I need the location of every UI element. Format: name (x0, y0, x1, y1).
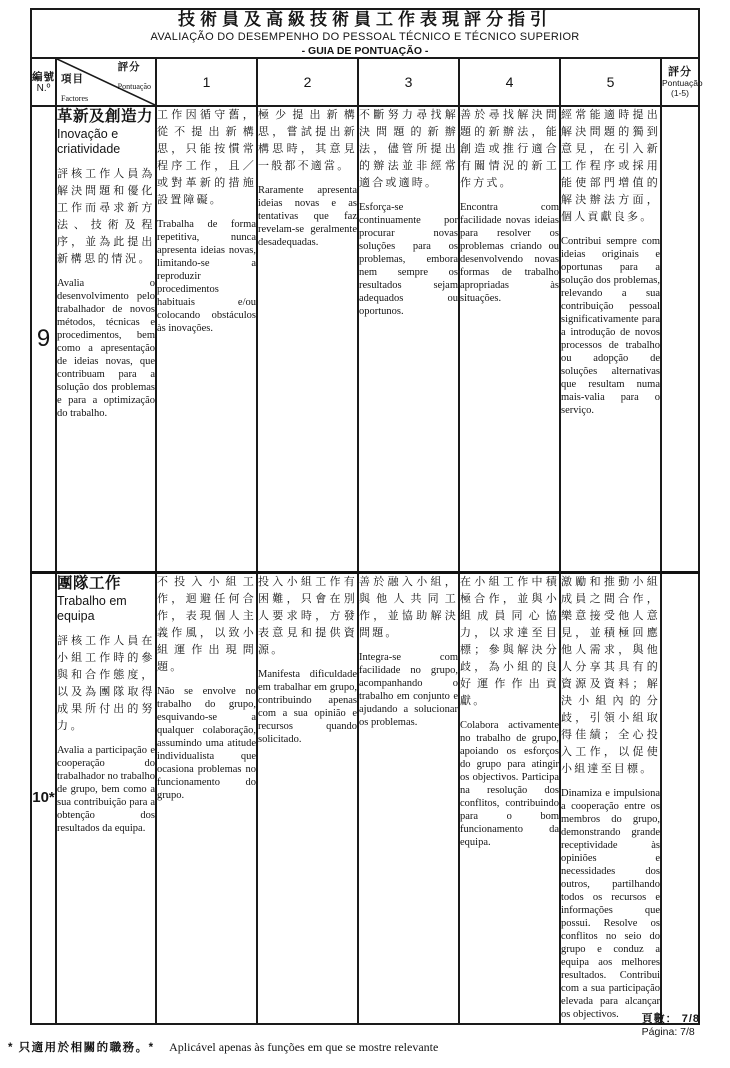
level-text-pt: Contribui sempre com ideias originais e oportunas para a solução dos problemas, relevando a sua contribuição pessoal significativamente para a introdução de novos processos de trabalho ou adopção de soluções alternativas que resultam numa mais-valia para o serviço. (561, 236, 660, 416)
factor-title-zh: 革新及創造力 (57, 108, 154, 125)
factor-desc-zh: 評核工作人員在小組工作時的參與和合作態度，以及為團隊取得成果所付出的努力。 (57, 634, 155, 732)
header-result-zh: 評分 (668, 66, 693, 78)
level-text-zh: 善於尋找解決問題的新辦法，能創造或推行適合有關情況的新工作方式。 (460, 109, 559, 189)
level-text-pt: Raramente apresenta ideias novas e as tentativas que faz revelam-se geralmente desadequadas. (258, 185, 357, 248)
level-cell-9-3 (358, 106, 459, 572)
factor-title-pt: Trabalho em equipa (57, 593, 127, 623)
header-number-col (31, 58, 56, 106)
document-subtitle: - GUIA DE PONTUAÇÃO - (301, 45, 429, 57)
level-text-pt: Integra-se com facilidade no grupo, acompanhando o trabalho em conjunto e ajudando a solucionar os problemas. (359, 651, 458, 728)
page-number-block (642, 1012, 700, 1039)
column-header-row (31, 58, 699, 106)
level-cell-10-1 (156, 572, 257, 1024)
rating-guide-table (30, 8, 703, 1025)
level-text-zh: 不斷努力尋找解決問題的新辦法，儘管所提出的辦法並非經常適合或適時。 (359, 109, 458, 189)
header-score-5: 5 (560, 58, 661, 106)
table-row-factor-10 (31, 572, 699, 1024)
table-row-factor-9 (31, 106, 699, 572)
level-text-zh: 投入小組工作有困難，只會在別人要求時，方發表意見和提供資源。 (258, 575, 357, 656)
factor-desc-zh: 評核工作人員為解決問題和優化工作而尋求新方法、技術及程序，並為此提出新構思的情況。 (57, 168, 155, 265)
header-number-zh: 編號 (32, 70, 55, 83)
level-text-zh: 工作因循守舊，從不提出新構思，只能按慣常程序工作，且／或對革新的措施設置障礙。 (157, 109, 256, 206)
level-cell-10-5 (560, 572, 661, 1024)
level-cell-10-2 (257, 572, 358, 1024)
document-title-zh: 技術員及高級技術員工作表現評分指引 (178, 10, 553, 29)
level-text-zh: 經常能適時提出解決問題的獨到意見，在引入新工作程序或採用能使部門增值的解決辦法方面，個人貢獻良多。 (561, 109, 660, 223)
factor-cell-teamwork (56, 572, 156, 1024)
level-text-pt: Trabalha de forma repetitiva, nunca apresenta ideias novas, limitando-se a reproduzir procedimentos habituais e/ou colocando obstáculos às inovações. (157, 219, 256, 334)
level-cell-9-4 (459, 106, 560, 572)
document-title-pt: AVALIAÇÃO DO DESEMPENHO DO PESSOAL TÉCNICO E TÉCNICO SUPERIOR (150, 31, 580, 43)
header-corner-cell (56, 58, 156, 106)
header-result-pt: Pontuação (662, 78, 703, 88)
header-number-pt: N.º (36, 82, 51, 94)
document-page (30, 8, 703, 1025)
level-cell-9-2 (257, 106, 358, 572)
level-cell-9-5 (560, 106, 661, 572)
row-number-10: 10* (32, 789, 55, 807)
factor-title-zh: 團隊工作 (57, 574, 122, 592)
corner-score-pt: Pontuação (117, 82, 151, 91)
score-entry-cell-9[interactable] (661, 106, 699, 572)
footnote-pt: Aplicável apenas às funções em que se mostre relevante (169, 1040, 439, 1054)
header-score-4: 4 (459, 58, 560, 106)
factor-desc-pt: Avalia o desenvolvimento pelo trabalhador de novos métodos, técnicas e procedimentos, bem como a apresentação de ideias novas, que contribuam para a solução dos problemas e para a optimização do trabalho. (57, 278, 155, 419)
header-result-range: (1-5) (671, 88, 689, 98)
corner-factor-zh: 項目 (61, 73, 84, 85)
factor-title-pt: Inovação e criatividade (57, 127, 121, 156)
factor-desc-pt: Avalia a participação e cooperação do trabalhador no trabalho de grupo, bem como a sua contribuição para a obtenção dos resultados da equipa. (57, 744, 155, 834)
row-number-cell-10 (31, 572, 56, 1024)
level-text-pt: Encontra com facilidade novas ideias para resolver os problemas criando ou desenvolvendo novas formas de trabalho apropriadas às situações. (460, 202, 559, 304)
header-result-col (661, 58, 703, 106)
header-score-1: 1 (156, 58, 257, 106)
title-row (31, 9, 699, 58)
level-text-pt: Esforça-se continuamente por procurar novas soluções para os problemas, embora nem sempre os resultados sejam adequados ou oportunos. (359, 202, 458, 317)
page-number-pt: Página: 7/8 (641, 1026, 695, 1038)
corner-score-zh: 評分 (117, 61, 141, 73)
level-text-zh: 在小組工作中積極合作，並與小組成員同心協力，以求達至目標；參與解決分歧，為小組的良好運作作出貢獻。 (460, 575, 559, 707)
level-text-pt: Colabora activamente no trabalho de grupo, apoiando os esforços do grupo para atingir os objectivos. Participa na resolução dos conflitos, contribuindo para o bom funcionamento da equipa. (460, 719, 559, 848)
footnote (8, 1038, 438, 1056)
level-cell-10-3 (358, 572, 459, 1024)
header-score-2: 2 (257, 58, 358, 106)
factor-cell-innovation (56, 106, 156, 572)
page-number-zh: 頁數： 7/8 (641, 1013, 700, 1025)
level-text-zh: 激勵和推動小組成員之間合作，樂意接受他人意見，並積極回應他人需求，與他人分享其具有的資源及資料；解決小組內的分歧，引領小組取得佳績；全心投入工作，以促使小組達至目標。 (561, 575, 660, 775)
level-cell-9-1 (156, 106, 257, 572)
level-text-pt: Dinamiza e impulsiona a cooperação entre os membros do grupo, demonstrando grande receptividade às opiniões e necessidades dos outros, partilhando todos os recursos e informações que possui. Resolve os conflitos no seio do grupo e conduz a equipa aos melhores resultados. Contribui com a sua participação elevada para alcançar os objectivos. (561, 787, 660, 1020)
score-entry-cell-10[interactable] (661, 572, 699, 1024)
level-text-zh: 極少提出新構思，嘗試提出新構思時，其意見一般都不適當。 (258, 109, 357, 172)
footnote-zh: * 只適用於相關的職務。* (8, 1042, 155, 1054)
level-text-pt: Manifesta dificuldade em trabalhar em grupo, contribuindo apenas com a sua opinião e recursos quando solicitado. (258, 668, 357, 745)
level-text-zh: 不投入小組工作，迴避任何合作，表現個人主義作風，以致小組運作出現問題。 (157, 575, 256, 673)
header-score-3: 3 (358, 58, 459, 106)
corner-factor-pt: Factores (61, 94, 89, 103)
row-number-9: 9 (36, 324, 51, 352)
level-cell-10-4 (459, 572, 560, 1024)
row-number-cell-9 (31, 106, 56, 572)
level-text-zh: 善於融入小組，與他人共同工作，並協助解決問題。 (359, 575, 458, 639)
level-text-pt: Não se envolve no trabalho do grupo, esquivando-se a qualquer colaboração, assumindo uma atitude individualista que ocasiona problemas no funcionamento do grupo. (157, 685, 256, 801)
